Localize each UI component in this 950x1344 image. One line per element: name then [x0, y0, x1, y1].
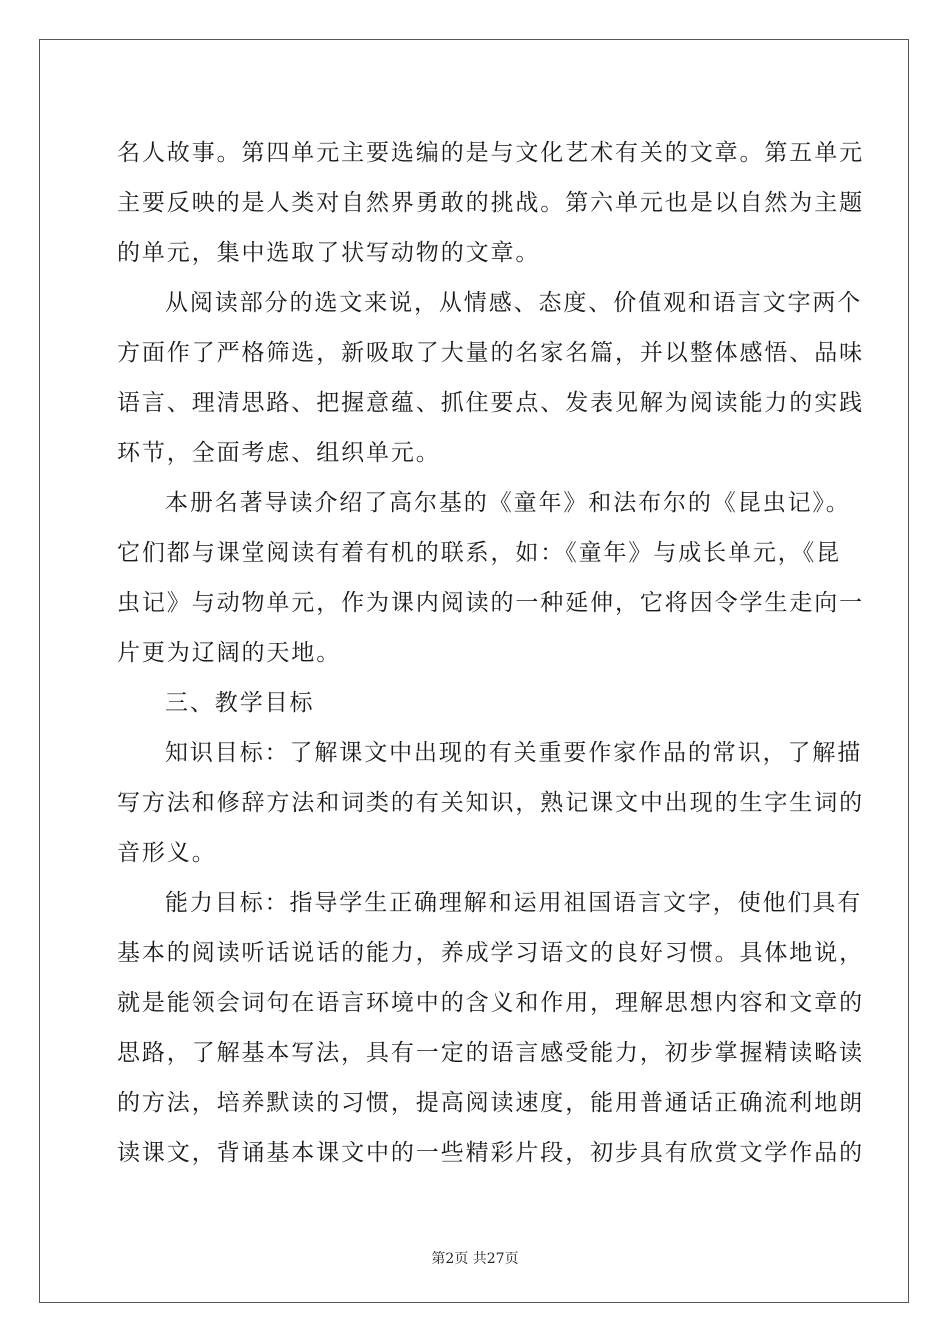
text-line: 语言、理清思路、把握意蕴、抓住要点、发表见解为阅读能力的实践 [117, 390, 864, 416]
text-line: 它们都与课堂阅读有着有机的联系，如：《童年》与成长单元，《昆 [117, 540, 841, 566]
text-line: 音形义。 [117, 840, 217, 866]
text-line: 写方法和修辞方法和词类的有关知识，熟记课文中出现的生字生词的 [117, 790, 864, 816]
text-line: 片更为辽阔的天地。 [117, 640, 342, 666]
text-line: 方面作了严格筛选，新吸取了大量的名家名篇，并以整体感悟、品味 [117, 340, 864, 366]
text-line: 的方法，培养默读的习惯，提高阅读速度，能用普通话正确流利地朗 [117, 1090, 864, 1116]
text-line: 环节，全面考虑、组织单元。 [117, 440, 441, 466]
paragraph-start: 本册名著导读介绍了高尔基的《童年》和法布尔的《昆虫记》。 [165, 490, 851, 516]
text-line: 的单元，集中选取了状写动物的文章。 [117, 240, 541, 266]
text-line: 基本的阅读听话说话的能力，养成学习语文的良好习惯。具体地说， [117, 940, 864, 966]
text-line: 名人故事。第四单元主要选编的是与文化艺术有关的文章。第五单元 [117, 140, 864, 166]
paragraph-start: 知识目标：了解课文中出现的有关重要作家作品的常识，了解描 [165, 740, 863, 766]
section-heading: 三、教学目标 [165, 690, 315, 716]
text-line: 思路，了解基本写法，具有一定的语言感受能力，初步掌握精读略读 [117, 1040, 864, 1066]
page-number-footer: 第2页 共27页 [431, 1251, 519, 1267]
text-line: 就是能领会词句在语言环境中的含义和作用，理解思想内容和文章的 [117, 990, 864, 1016]
text-line: 读课文，背诵基本课文中的一些精彩片段，初步具有欣赏文学作品的 [117, 1140, 864, 1166]
text-line: 虫记》与动物单元，作为课内阅读的一种延伸，它将因令学生走向一 [117, 590, 864, 616]
text-line: 主要反映的是人类对自然界勇敢的挑战。第六单元也是以自然为主题 [117, 190, 864, 216]
paragraph-start: 能力目标：指导学生正确理解和运用祖国语言文字，使他们具有 [165, 890, 863, 916]
paragraph-start: 从阅读部分的选文来说，从情感、态度、价值观和语言文字两个 [165, 290, 863, 316]
document-body [117, 128, 864, 1178]
